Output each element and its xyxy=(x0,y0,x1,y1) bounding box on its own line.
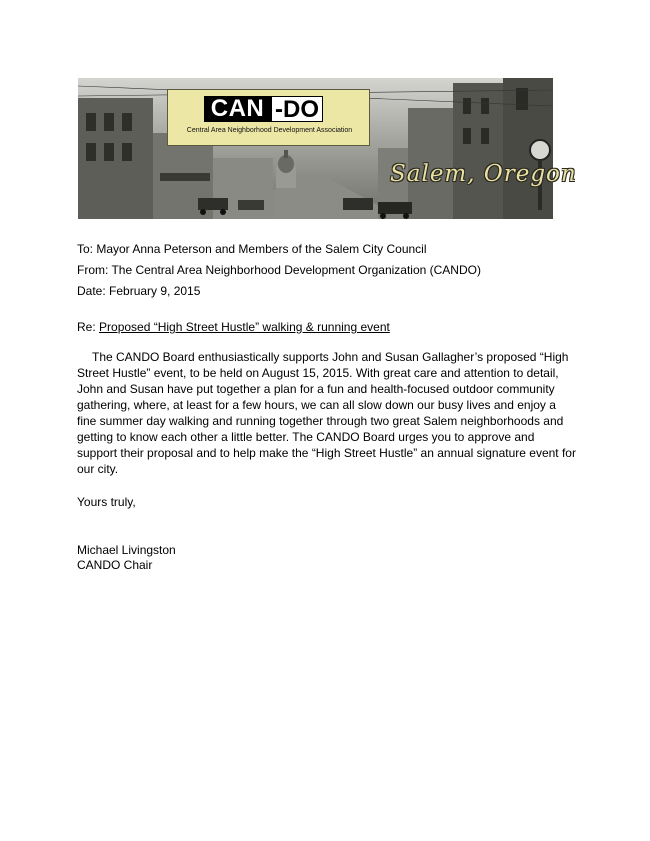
body-paragraph: The CANDO Board enthusiastically supports John and Susan Gallagher’s proposed “High Street Hustle” event, to be held on August 15, 2015. With great care and attention to detail, John and Susan have put together a plan for a fun and health-focused outdoor community gathering, where, at least for a few hours, we can all slow down our busy lives and enjoy a fine summer day walking and running together through two great Salem neighborhoods and getting to know each other a little better. The CANDO Board urges you to approve and support their proposal and to help make the “High Street Hustle” an annual signature event for our city. xyxy=(77,350,576,476)
memo-re xyxy=(77,319,390,335)
logo-can-text: CAN xyxy=(204,96,271,122)
header-banner-image xyxy=(78,78,577,219)
re-subject: Proposed “High Street Hustle” walking & running event xyxy=(99,320,390,334)
signer-title: CANDO Chair xyxy=(77,558,153,572)
memo-to: To: Mayor Anna Peterson and Members of the Salem City Council xyxy=(77,242,427,256)
city-script-title: Salem, Oregon xyxy=(390,161,577,187)
logo-subtitle: Central Area Neighborhood Development Association xyxy=(186,127,353,134)
re-prefix: Re: xyxy=(77,320,100,334)
cando-logo xyxy=(167,89,370,146)
signer-name: Michael Livingston xyxy=(77,543,176,557)
valediction: Yours truly, xyxy=(77,495,136,509)
memo-from: From: The Central Area Neighborhood Development Organization (CANDO) xyxy=(77,263,481,277)
memo-date: Date: February 9, 2015 xyxy=(77,284,201,298)
logo-do-text: -DO xyxy=(271,96,323,122)
